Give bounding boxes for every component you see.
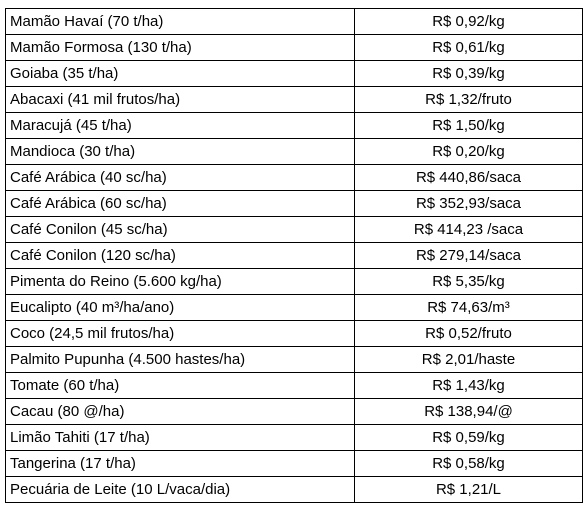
- table-row: [6, 373, 583, 399]
- table-row: [6, 451, 583, 477]
- table-row: [6, 35, 583, 61]
- price-cell: R$ 1,50/kg: [355, 113, 583, 139]
- crop-cell: Cacau (80 @/ha): [6, 399, 355, 425]
- price-cell: R$ 1,43/kg: [355, 373, 583, 399]
- table-row: [6, 347, 583, 373]
- crop-cell: Limão Tahiti (17 t/ha): [6, 425, 355, 451]
- price-cell: R$ 0,61/kg: [355, 35, 583, 61]
- table-row: [6, 9, 583, 35]
- crop-cell: Palmito Pupunha (4.500 hastes/ha): [6, 347, 355, 373]
- table-row: [6, 295, 583, 321]
- crop-cell: Café Arábica (60 sc/ha): [6, 191, 355, 217]
- crop-cell: Mamão Formosa (130 t/ha): [6, 35, 355, 61]
- crop-cell: Café Arábica (40 sc/ha): [6, 165, 355, 191]
- price-cell: R$ 0,52/fruto: [355, 321, 583, 347]
- table-row: [6, 87, 583, 113]
- price-cell: R$ 414,23 /saca: [355, 217, 583, 243]
- crop-cell: Café Conilon (120 sc/ha): [6, 243, 355, 269]
- table-row: [6, 139, 583, 165]
- price-cell: R$ 2,01/haste: [355, 347, 583, 373]
- price-cell: R$ 0,59/kg: [355, 425, 583, 451]
- price-cell: R$ 440,86/saca: [355, 165, 583, 191]
- table-row: [6, 269, 583, 295]
- crop-cell: Pecuária de Leite (10 L/vaca/dia): [6, 477, 355, 503]
- price-cell: R$ 0,20/kg: [355, 139, 583, 165]
- crop-cell: Mamão Havaí (70 t/ha): [6, 9, 355, 35]
- crop-price-table: [5, 8, 583, 503]
- crop-cell: Abacaxi (41 mil frutos/ha): [6, 87, 355, 113]
- table-body: [6, 9, 583, 503]
- table-row: [6, 61, 583, 87]
- table-row: [6, 165, 583, 191]
- crop-cell: Pimenta do Reino (5.600 kg/ha): [6, 269, 355, 295]
- price-cell: R$ 1,32/fruto: [355, 87, 583, 113]
- table-row: [6, 399, 583, 425]
- price-cell: R$ 74,63/m³: [355, 295, 583, 321]
- price-cell: R$ 279,14/saca: [355, 243, 583, 269]
- price-cell: R$ 5,35/kg: [355, 269, 583, 295]
- table-row: [6, 321, 583, 347]
- price-cell: R$ 0,39/kg: [355, 61, 583, 87]
- crop-cell: Eucalipto (40 m³/ha/ano): [6, 295, 355, 321]
- table-row: [6, 191, 583, 217]
- price-cell: R$ 352,93/saca: [355, 191, 583, 217]
- price-cell: R$ 0,92/kg: [355, 9, 583, 35]
- table-row: [6, 425, 583, 451]
- crop-cell: Tangerina (17 t/ha): [6, 451, 355, 477]
- price-cell: R$ 0,58/kg: [355, 451, 583, 477]
- crop-cell: Tomate (60 t/ha): [6, 373, 355, 399]
- crop-cell: Coco (24,5 mil frutos/ha): [6, 321, 355, 347]
- table-container: [5, 8, 583, 503]
- crop-cell: Maracujá (45 t/ha): [6, 113, 355, 139]
- crop-cell: Goiaba (35 t/ha): [6, 61, 355, 87]
- price-cell: R$ 1,21/L: [355, 477, 583, 503]
- price-cell: R$ 138,94/@: [355, 399, 583, 425]
- crop-cell: Mandioca (30 t/ha): [6, 139, 355, 165]
- table-row: [6, 217, 583, 243]
- table-row: [6, 243, 583, 269]
- table-row: [6, 113, 583, 139]
- table-row: [6, 477, 583, 503]
- crop-cell: Café Conilon (45 sc/ha): [6, 217, 355, 243]
